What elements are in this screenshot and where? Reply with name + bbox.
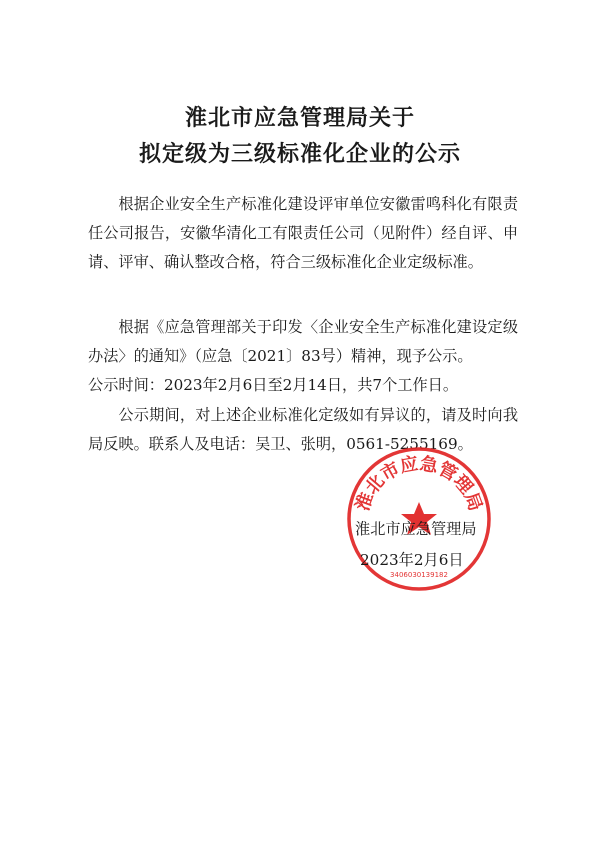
signature-date: 2023年2月6日 xyxy=(360,551,464,569)
seal-text: 淮北市应急管理局 xyxy=(352,453,486,514)
paragraph-2-block xyxy=(88,313,518,400)
title-line-1: 淮北市应急管理局关于 xyxy=(184,105,415,131)
seal-code: 3406030139182 xyxy=(390,571,448,579)
paragraph-3: 公示期间，对上述企业标准化定级如有异议的，请及时向我局反映。联系人及电话：吴卫、张明，0561-5255169。 xyxy=(88,406,518,453)
title-line-2: 拟定级为三级标准化企业的公示 xyxy=(138,141,461,167)
paragraph-1-block xyxy=(88,190,518,277)
paragraph-1: 根据企业安全生产标准化建设评审单位安徽雷鸣科化有限责任公司报告，安徽华清化工有限责任公司（见附件）经自评、申请、评审、确认整改合格，符合三级标准化企业定级标准。 xyxy=(88,195,518,271)
publicity-time: 公示时间：2023年2月6日至2月14日，共7个工作日。 xyxy=(88,376,459,394)
paragraph-2: 根据《应急管理部关于印发〈企业安全生产标准化建设定级办法〉的通知》（应急〔2021〕83号）精神，现予公示。 xyxy=(88,318,518,365)
signature-organization: 淮北市应急管理局 xyxy=(355,520,477,538)
